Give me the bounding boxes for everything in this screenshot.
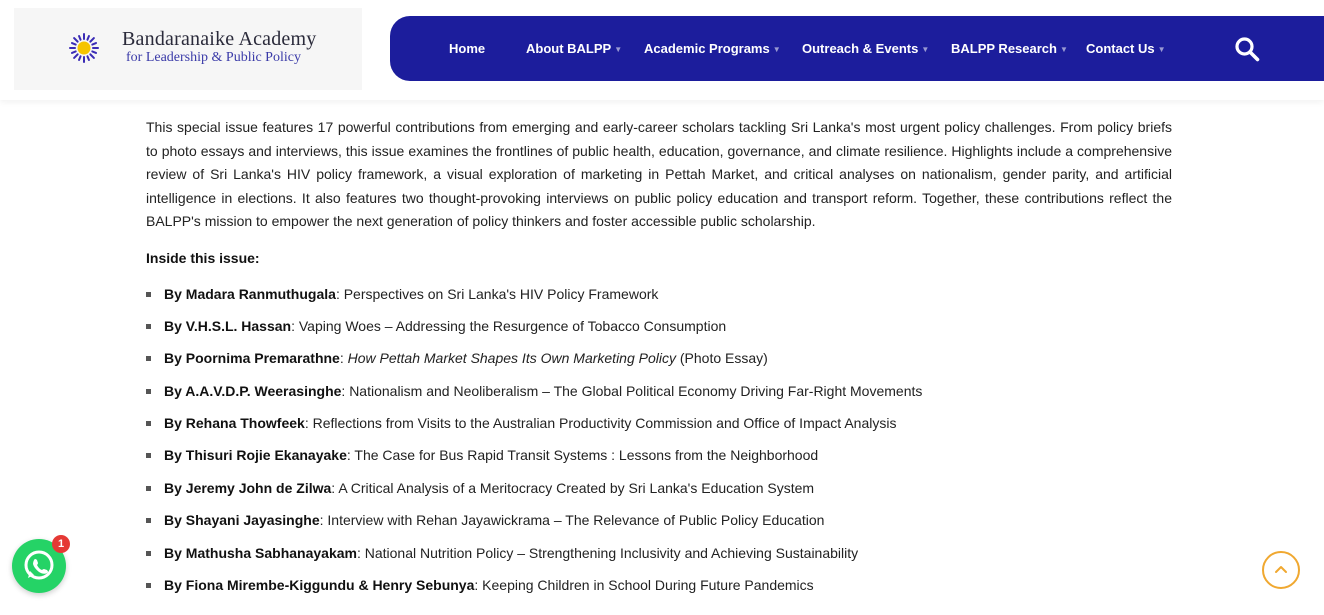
nav-balpp-research[interactable] xyxy=(951,16,1068,81)
nav-outreach-events-label: Outreach & Events xyxy=(802,41,919,56)
chevron-down-icon: ▼ xyxy=(772,45,781,55)
nav-academic-programs[interactable] xyxy=(644,16,781,81)
item-author: By Rehana Thowfeek xyxy=(164,415,305,432)
nav-outreach-events[interactable] xyxy=(802,16,929,81)
site-header xyxy=(0,0,1324,100)
inside-issue-heading: Inside this issue: xyxy=(146,249,260,266)
item-title: Keeping Children in School During Future Pandemics xyxy=(482,577,814,594)
item-author: By Thisuri Rojie Ekanayake xyxy=(164,447,347,464)
item-author: By Jeremy John de Zilwa xyxy=(164,479,332,496)
nav-home-label: Home xyxy=(449,41,486,56)
item-author: By Fiona Mirembe-Kiggundu & Henry Sebunya xyxy=(164,577,475,594)
item-author: By A.A.V.D.P. Weerasinghe xyxy=(164,382,342,399)
list-item: By A.A.V.D.P. Weerasinghe: Nationalism and Neoliberalism – The Global Political Economy Driving Far-Right Movements xyxy=(146,381,1172,413)
chevron-down-icon: ▼ xyxy=(1059,45,1068,55)
article-content xyxy=(146,116,1172,607)
item-title: Reflections from Visits to the Australian Productivity Commission and Office of Impact Analysis xyxy=(312,415,897,432)
nav-about-label: About BALPP xyxy=(526,41,612,56)
item-title: Perspectives on Sri Lanka's HIV Policy Framework xyxy=(343,285,659,302)
chevron-down-icon: ▼ xyxy=(614,45,623,55)
chevron-down-icon: ▼ xyxy=(921,45,930,55)
contributions-list xyxy=(146,284,1172,608)
search-icon[interactable] xyxy=(1234,36,1260,62)
notification-badge: 1 xyxy=(52,535,70,553)
item-author: By V.H.S.L. Hassan xyxy=(164,317,292,334)
scroll-to-top-button[interactable] xyxy=(1262,551,1300,589)
chevron-up-icon xyxy=(1264,553,1298,587)
nav-academic-programs-label: Academic Programs xyxy=(644,41,770,56)
item-title: Nationalism and Neoliberalism – The Global Political Economy Driving Far-Right Movements xyxy=(349,382,923,399)
item-author: By Mathusha Sabhanayakam xyxy=(164,544,357,561)
item-author: By Shayani Jayasinghe xyxy=(164,512,320,529)
item-title: Interview with Rehan Jayawickrama – The Relevance of Public Policy Education xyxy=(327,512,825,529)
chevron-down-icon: ▼ xyxy=(1157,45,1166,55)
list-item: By Poornima Premarathne: How Pettah Market Shapes Its Own Marketing Policy (Photo Essay) xyxy=(146,348,1172,380)
item-title: A Critical Analysis of a Meritocracy Created by Sri Lanka's Education System xyxy=(338,479,815,496)
nav-balpp-research-label: BALPP Research xyxy=(951,41,1057,56)
nav-about[interactable] xyxy=(526,16,622,81)
site-logo[interactable] xyxy=(14,8,362,90)
list-item: By Fiona Mirembe-Kiggundu & Henry Sebunya: Keeping Children in School During Future Pandemics xyxy=(146,575,1172,607)
item-author: By Poornima Premarathne xyxy=(164,350,340,367)
list-item: By Rehana Thowfeek: Reflections from Visits to the Australian Productivity Commission and Office of Impact Analysis xyxy=(146,413,1172,445)
list-item: By Thisuri Rojie Ekanayake: The Case for Bus Rapid Transit Systems : Lessons from the Neighborhood xyxy=(146,445,1172,477)
item-author: By Madara Ranmuthugala xyxy=(164,285,336,302)
item-title-italic: How Pettah Market Shapes Its Own Marketing Policy xyxy=(347,350,676,367)
list-item: By V.H.S.L. Hassan: Vaping Woes – Addressing the Resurgence of Tobacco Consumption xyxy=(146,316,1172,348)
main-nav xyxy=(390,16,1324,81)
list-item: By Shayani Jayasinghe: Interview with Rehan Jayawickrama – The Relevance of Public Policy Education xyxy=(146,510,1172,542)
item-title: The Case for Bus Rapid Transit Systems : Lessons from the Neighborhood xyxy=(354,447,819,464)
item-title: National Nutrition Policy – Strengthening Inclusivity and Achieving Sustainability xyxy=(364,544,859,561)
item-title: Vaping Woes – Addressing the Resurgence of Tobacco Consumption xyxy=(298,317,727,334)
nav-contact-us-label: Contact Us xyxy=(1086,41,1155,56)
list-item: By Jeremy John de Zilwa: A Critical Analysis of a Meritocracy Created by Sri Lanka's Education System xyxy=(146,478,1172,510)
list-item: By Mathusha Sabhanayakam: National Nutrition Policy – Strengthening Inclusivity and Achieving Sustainability xyxy=(146,543,1172,575)
nav-contact-us[interactable] xyxy=(1086,16,1166,81)
item-suffix: (Photo Essay) xyxy=(675,350,768,367)
logo-subtitle: for Leadership & Public Policy xyxy=(126,50,301,65)
sun-logo-icon xyxy=(68,32,100,64)
list-item: By Madara Ranmuthugala: Perspectives on Sri Lanka's HIV Policy Framework xyxy=(146,284,1172,316)
nav-home[interactable] xyxy=(449,16,485,81)
logo-title: Bandaranaike Academy xyxy=(122,28,317,50)
issue-intro-paragraph: This special issue features 17 powerful contributions from emerging and early-career scholars tackling Sri Lanka's most urgent policy challenges. From policy briefs to photo essays and interviews, this issue examines the frontlines of public health, education, governance, and climate resilience. Highlights include a comprehensive review of Sri Lanka's HIV policy framework, a visual exploration of marketing in Pettah Market, and critical analyses on nationalism, gender parity, and artificial intelligence in elections. It also features two thought-provoking interviews on public policy education and transport reform. Together, these contributions reflect the BALPP's mission to empower the next generation of policy thinkers and foster accessible public scholarship. xyxy=(146,119,1172,229)
